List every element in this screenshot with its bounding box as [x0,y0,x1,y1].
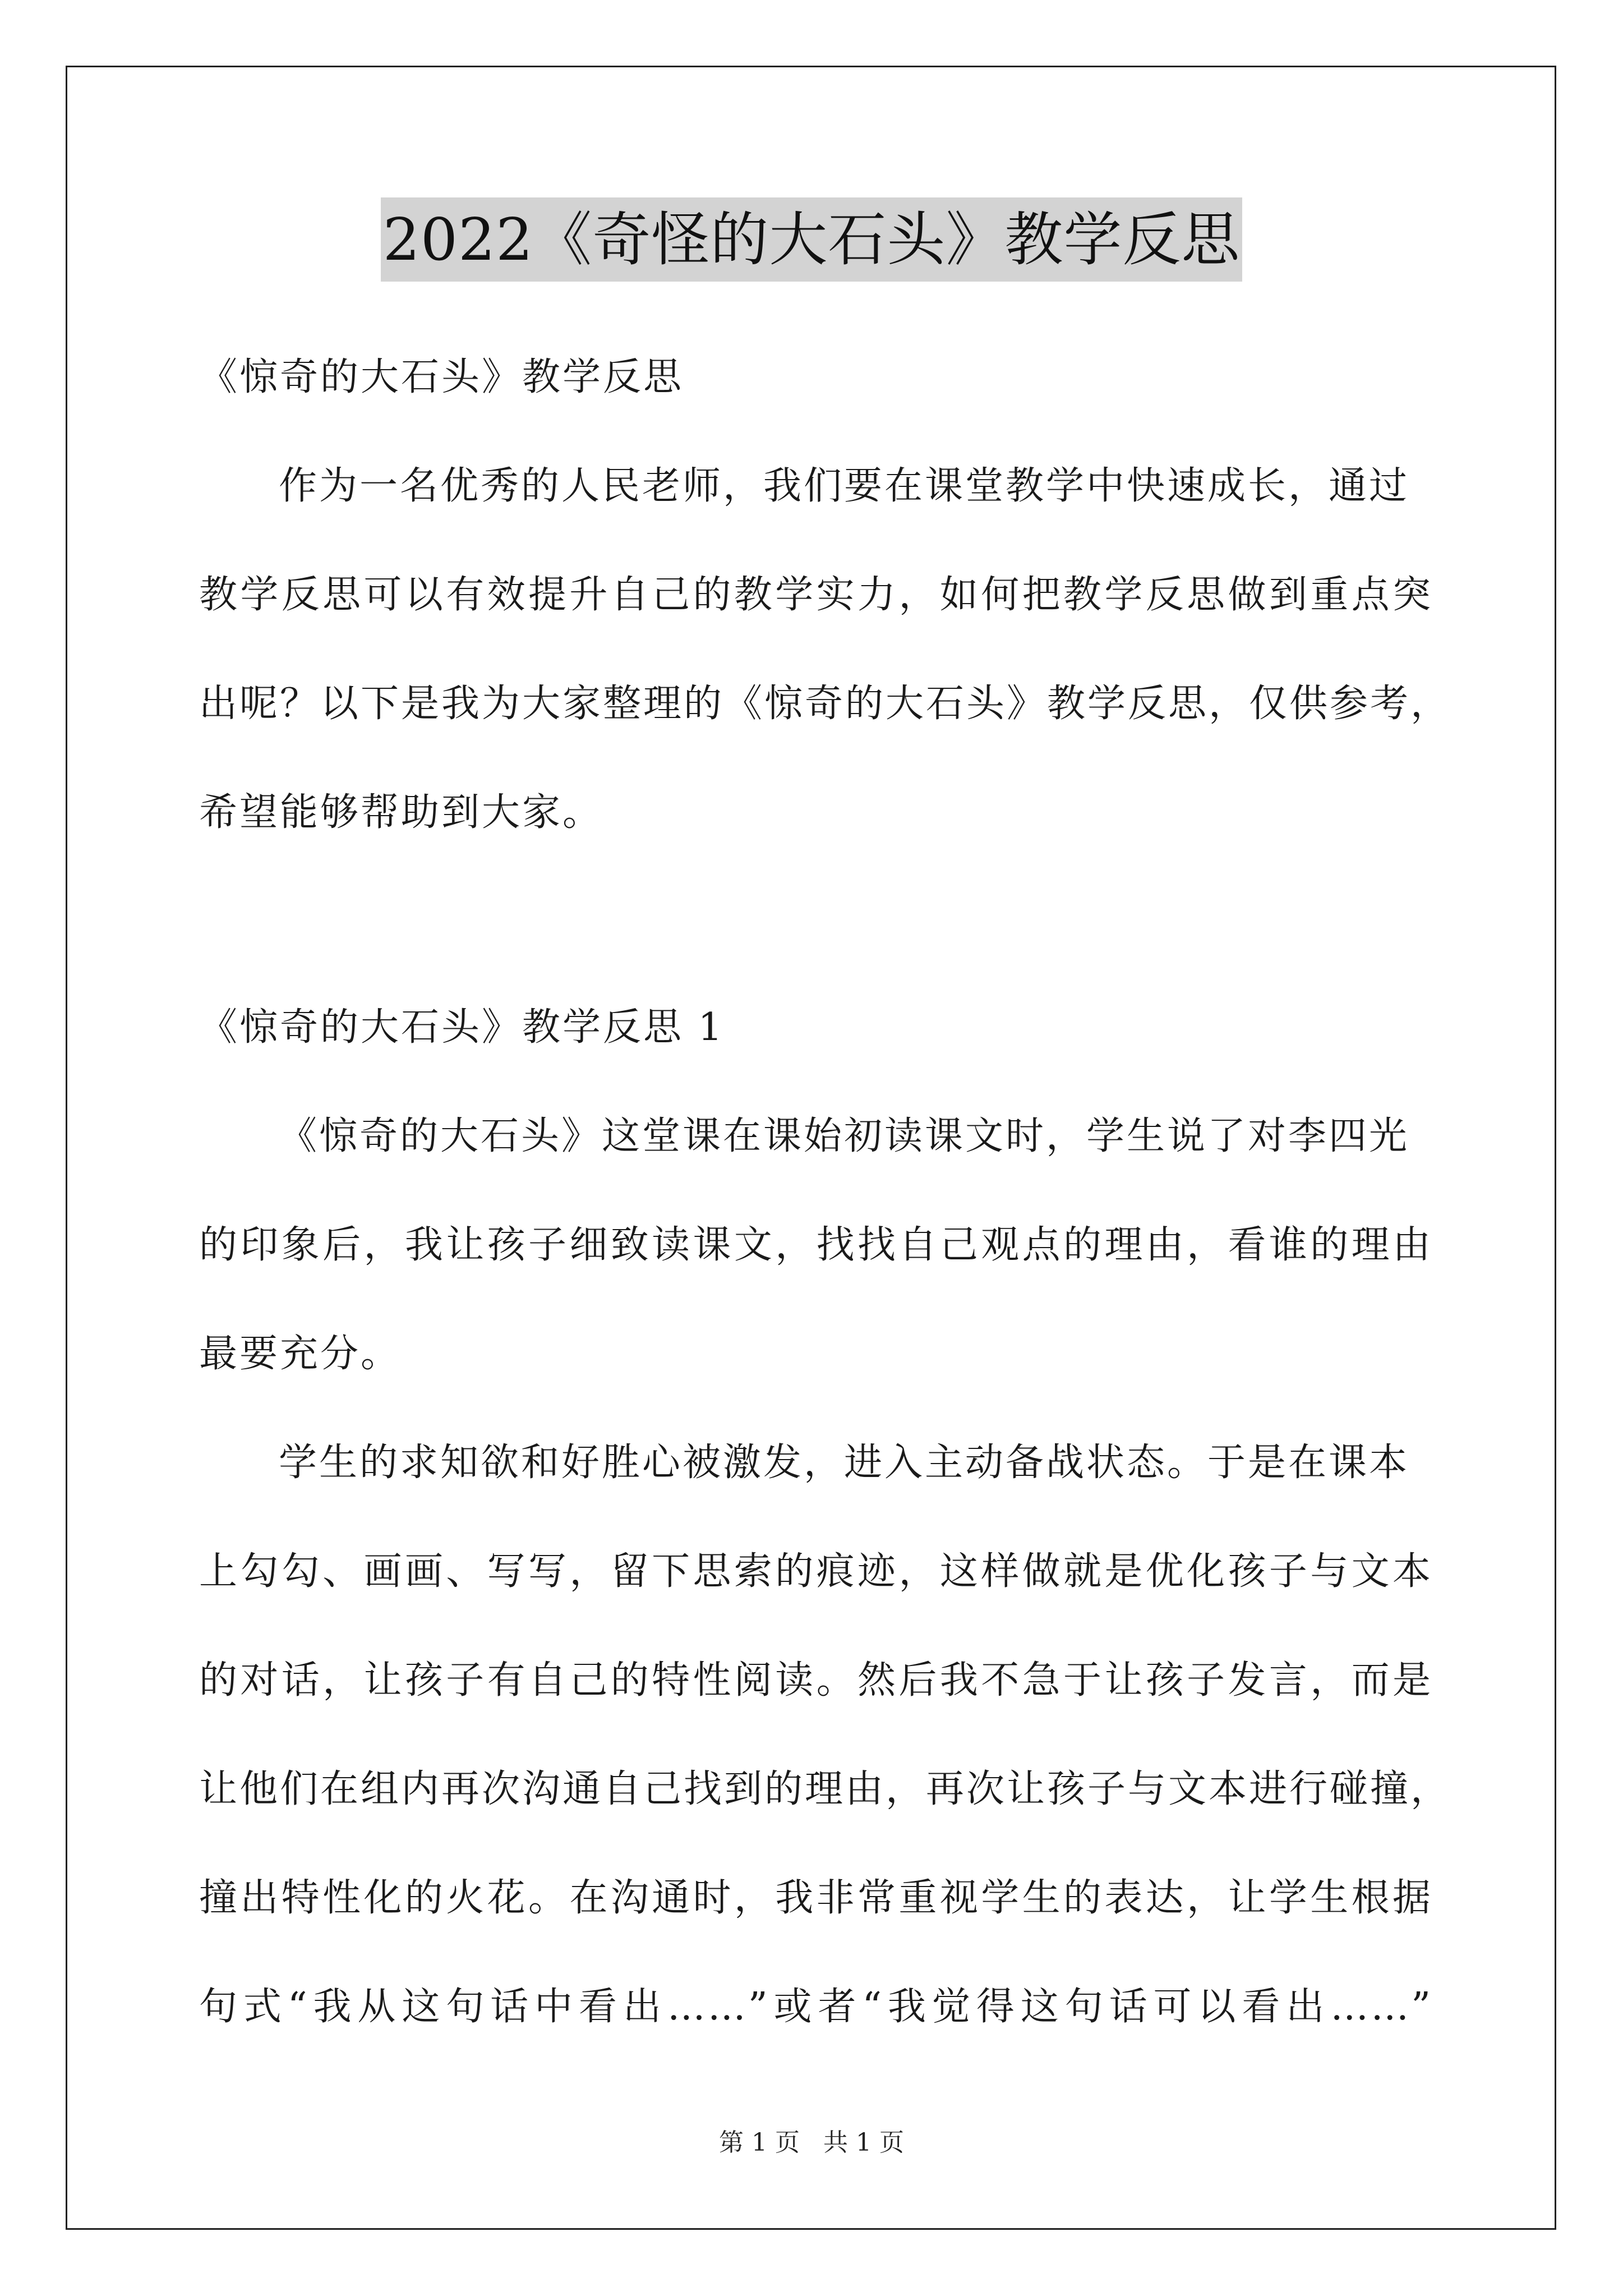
intro-line-3: 出呢？以下是我为大家整理的《惊奇的大石头》教学反思，仅供参考， [199,682,1451,726]
intro-line-2: 教学反思可以有效提升自己的教学实力，如何把教学反思做到重点突 [199,573,1433,617]
para1-line-1: 《惊奇的大石头》这堂课在课始初读课文时，学生说了对李四光 [279,1114,1410,1158]
para2-line-3: 的对话，让孩子有自己的特性阅读。然后我不急于让孩子发言，而是 [199,1658,1433,1703]
para2-line-4: 让他们在组内再次沟通自己找到的理由，再次让孩子与文本进行碰撞， [199,1767,1451,1811]
para1-line-2: 的印象后，我让孩子细致读课文，找找自己观点的理由，看谁的理由 [199,1223,1433,1267]
intro-line-1: 作为一名优秀的人民老师，我们要在课堂教学中快速成长，通过 [279,464,1410,508]
section-heading: 《惊奇的大石头》教学反思 1 [199,1005,725,1050]
title-container [0,197,1623,282]
document-title: 2022《奇怪的大石头》教学反思 [381,197,1243,282]
page-total: 共 1 页 [823,2128,904,2157]
para2-line-5: 撞出特性化的火花。在沟通时，我非常重视学生的表达，让学生根据 [199,1876,1433,1920]
para1-line-3: 最要充分。 [199,1332,402,1376]
para2-line-6: 句式“我从这句话中看出……”或者“我觉得这句话可以看出……” [199,1985,1433,2029]
subheading: 《惊奇的大石头》教学反思 [199,355,684,399]
page-number: 第 1 页 [719,2128,800,2157]
page-footer [0,2126,1623,2160]
intro-line-4: 希望能够帮助到大家。 [199,790,603,835]
para2-line-2: 上勾勾、画画、写写，留下思索的痕迹，这样做就是优化孩子与文本 [199,1549,1433,1594]
para2-line-1: 学生的求知欲和好胜心被激发，进入主动备战状态。于是在课本 [279,1441,1410,1485]
